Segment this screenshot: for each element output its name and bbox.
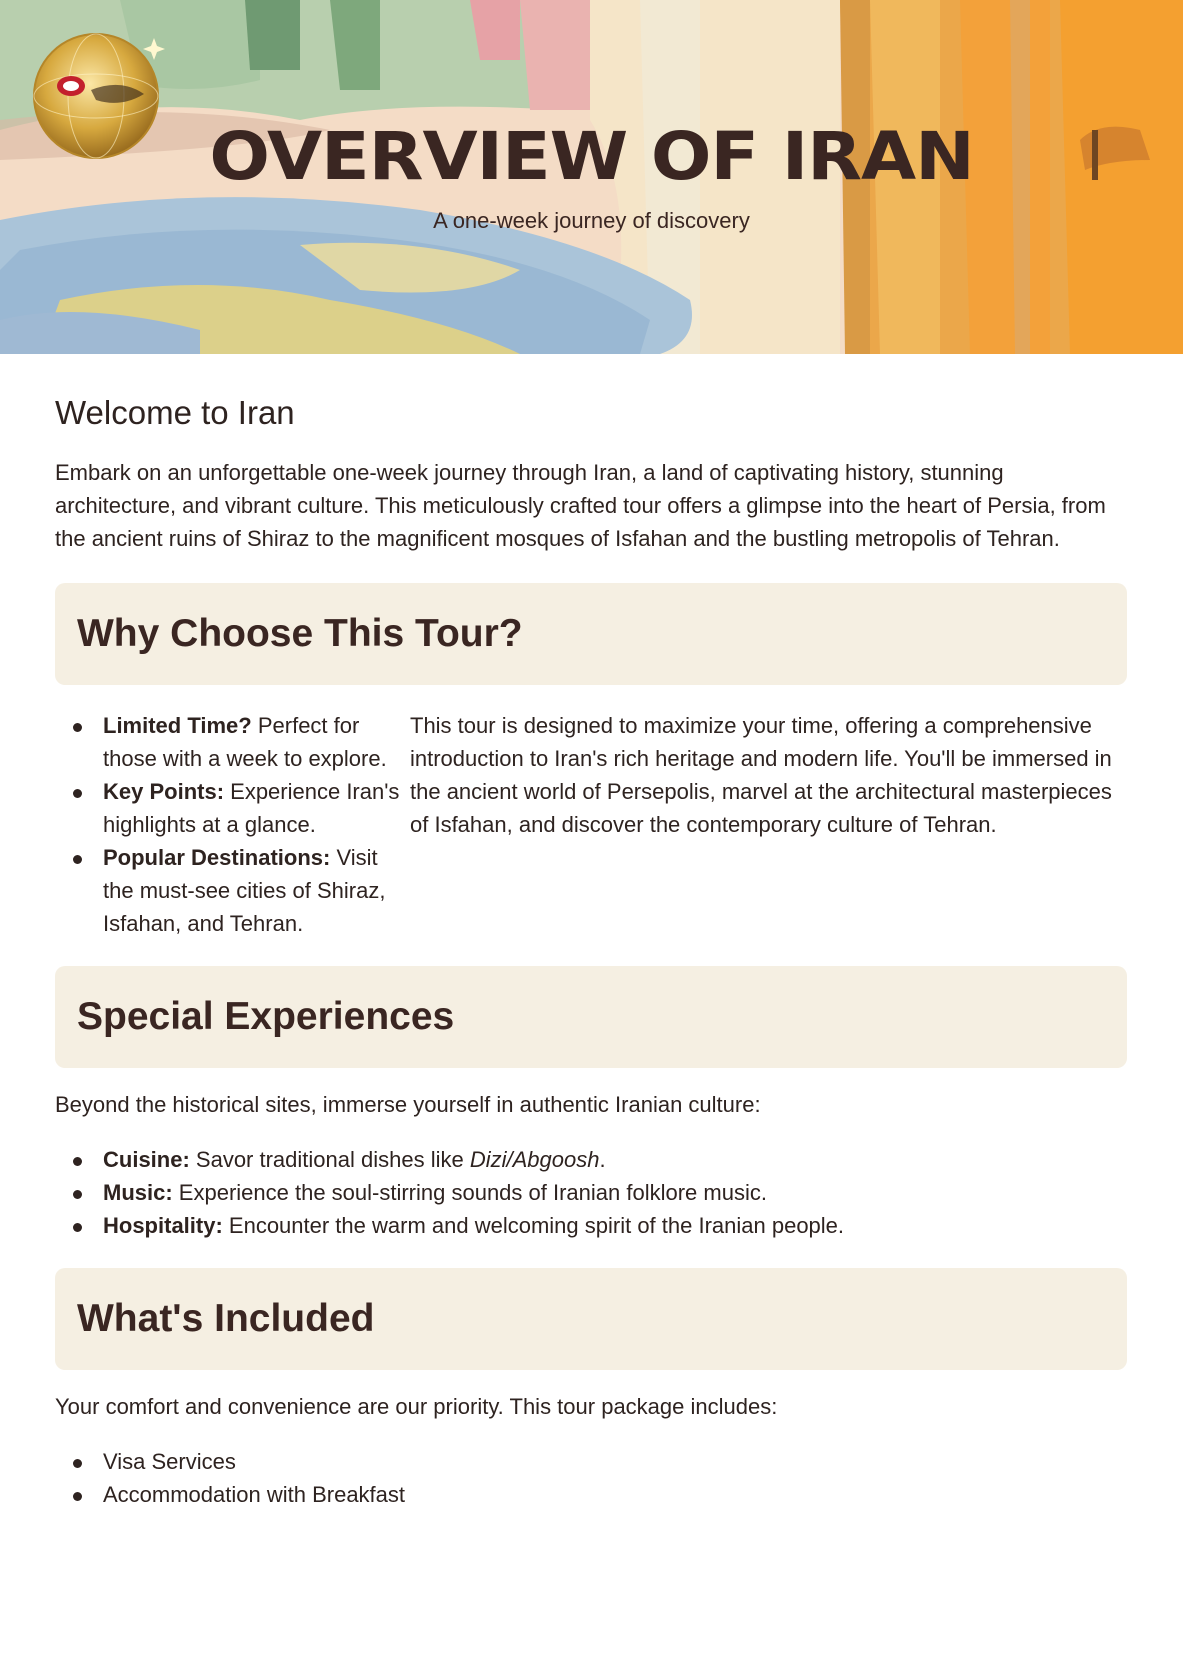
welcome-heading: Welcome to Iran	[55, 394, 295, 431]
special-intro: Beyond the historical sites, immerse yourself in authentic Iranian culture:	[55, 1092, 761, 1117]
list-item	[55, 1478, 1127, 1511]
bullet-text: Perfect for those with a week to explore.	[103, 713, 387, 771]
list-item	[55, 1143, 1127, 1176]
page-subtitle: A one-week journey of discovery	[433, 208, 750, 233]
special-section-header	[55, 966, 1127, 1068]
bullet-label: Cuisine:	[103, 1147, 190, 1172]
included-item-text: Visa Services	[103, 1449, 236, 1474]
bullet-text: Visit the must-see cities of Shiraz, Isfahan, and Tehran.	[103, 845, 386, 936]
welcome-paragraph: Embark on an unforgettable one-week journey through Iran, a land of captivating history, stunning architecture, and vibrant culture. This meticulously crafted tour offers a glimpse into the heart of Persia, from the ancient ruins of Shiraz to the magnificent mosques of Isfahan and the bustling metropolis of Tehran.	[55, 460, 1106, 551]
bullet-text: Encounter the warm and welcoming spirit of the Iranian people.	[222, 1213, 845, 1238]
included-list	[55, 1445, 1127, 1511]
bullet-label: Popular Destinations:	[103, 845, 331, 870]
bullet-label: Key Points:	[103, 779, 225, 804]
special-heading: Special Experiences	[77, 995, 455, 1038]
list-item	[55, 709, 410, 775]
bullet-text: Savor traditional dishes like	[189, 1147, 470, 1172]
bullet-text: .	[599, 1147, 606, 1172]
hero-banner	[0, 0, 1183, 354]
dish-name: Dizi/Abgoosh	[469, 1147, 600, 1172]
why-heading: Why Choose This Tour?	[77, 612, 523, 655]
bullet-label: Music:	[103, 1180, 173, 1205]
bullet-text: Experience the soul-stirring sounds of Iranian folklore music.	[172, 1180, 767, 1205]
bullet-label: Hospitality:	[103, 1213, 223, 1238]
page-title: OVERVIEW OF IRAN	[209, 118, 974, 195]
why-description: This tour is designed to maximize your time, offering a comprehensive introduction to Iran's rich heritage and modern life. You'll be immersed in the ancient world of Persepolis, marvel at the architectural masterpieces of Isfahan, and discover the contemporary culture of Tehran.	[410, 713, 1112, 837]
list-item	[55, 841, 410, 940]
list-item	[55, 1176, 1127, 1209]
why-section-body	[55, 709, 1127, 940]
included-item-text: Accommodation with Breakfast	[103, 1482, 406, 1507]
list-item	[55, 775, 410, 841]
why-bullet-list	[55, 709, 410, 940]
list-item	[55, 1209, 1127, 1242]
included-intro: Your comfort and convenience are our priority. This tour package includes:	[55, 1394, 778, 1419]
included-heading: What's Included	[77, 1297, 375, 1340]
why-section-header	[55, 583, 1127, 685]
list-item	[55, 1445, 1127, 1478]
bullet-label: Limited Time?	[103, 713, 252, 738]
included-section-header	[55, 1268, 1127, 1370]
bullet-text: Experience Iran's highlights at a glance.	[103, 779, 400, 837]
main-content	[55, 354, 1127, 1511]
special-bullet-list	[55, 1143, 1127, 1242]
